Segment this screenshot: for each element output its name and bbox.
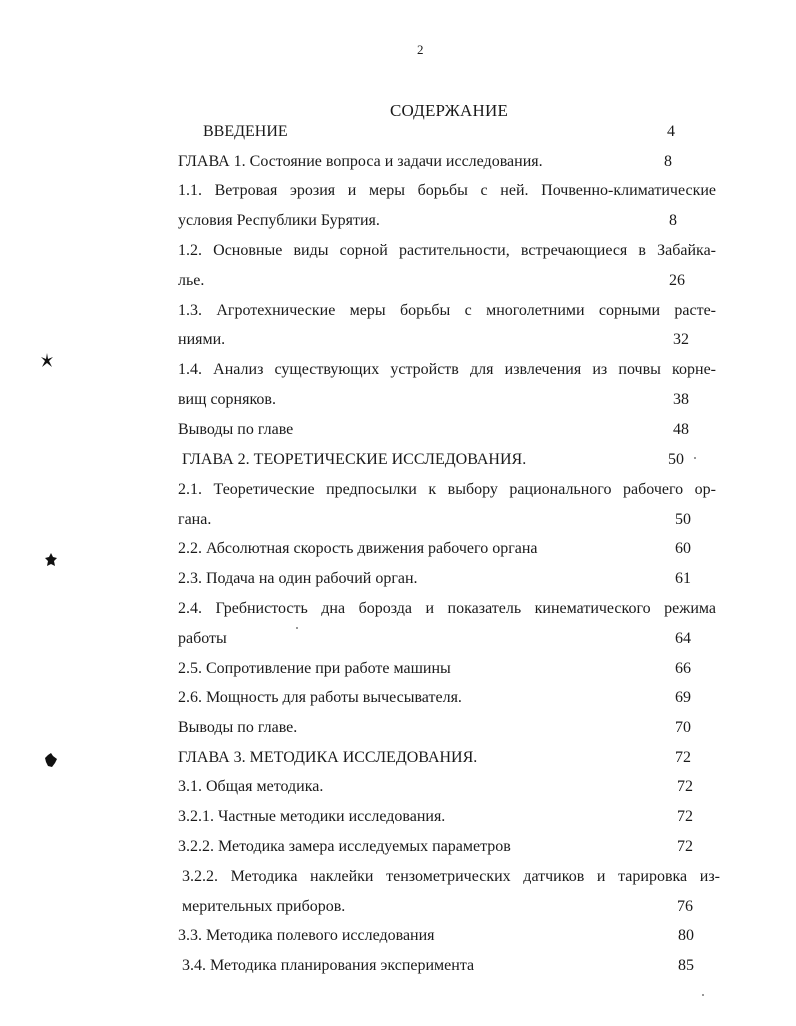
toc-entry-2-1-line1: 2.1. Теоретические предпосылки к выбору рационального рабочего ор- xyxy=(178,481,716,498)
toc-page-1-4: 38 xyxy=(673,391,689,408)
toc-page-1-2: 26 xyxy=(669,272,685,289)
toc-entry-2-3: 2.3. Подача на один рабочий орган. xyxy=(178,570,418,587)
page-title: СОДЕРЖАНИЕ xyxy=(390,101,509,120)
toc-entry-2-2: 2.2. Абсолютная скорость движения рабочего органа xyxy=(178,540,538,557)
toc-page-1-1: 8 xyxy=(669,212,677,229)
toc-entry-conclusions-2: Выводы по главе. xyxy=(178,719,298,736)
toc-entry-2-4-line1: 2.4. Гребнистость дна борозда и показатель кинематического режима xyxy=(178,600,716,617)
ink-blot-icon xyxy=(44,552,58,568)
toc-entry-ch1: ГЛАВА 1. Состояние вопроса и задачи исследования. xyxy=(178,153,543,170)
toc-entry-2-6: 2.6. Мощность для работы вычесывателя. xyxy=(178,689,462,706)
toc-entry-3-2-2b-line2: мерительных приборов. xyxy=(182,898,346,915)
toc-page-2-1: 50 xyxy=(675,511,691,528)
toc-page-2-6: 69 xyxy=(675,689,691,706)
toc-page-3-2-1: 72 xyxy=(677,808,693,825)
toc-entry-1-3-line1: 1.3. Агротехнические меры борьбы с многолетними сорными расте- xyxy=(178,302,716,319)
toc-entry-3-4: 3.4. Методика планирования эксперимента xyxy=(182,957,475,974)
toc-page-3-4: 85 xyxy=(678,957,694,974)
toc-entry-1-4-line1: 1.4. Анализ существующих устройств для извлечения из почвы корне- xyxy=(178,361,716,378)
toc-page-conclusions-2: 70 xyxy=(675,719,691,736)
toc-entry-3-3: 3.3. Методика полевого исследования xyxy=(178,927,435,944)
ink-blot-icon xyxy=(44,752,58,768)
toc-entry-conclusions-1: Выводы по главе xyxy=(178,421,294,438)
toc-entry-3-2-2: 3.2.2. Методика замера исследуемых параметров xyxy=(178,838,511,855)
toc-page-conclusions-1: 48 xyxy=(673,421,689,438)
toc-entry-ch2: ГЛАВА 2. ТЕОРЕТИЧЕСКИЕ ИССЛЕДОВАНИЯ. xyxy=(182,451,527,468)
toc-entry-1-4-line2: вищ сорняков. xyxy=(178,391,276,408)
asterisk-mark-icon xyxy=(40,352,54,368)
toc-page-1-3: 32 xyxy=(673,331,689,348)
toc-entry-3-2-1: 3.2.1. Частные методики исследования. xyxy=(178,808,446,825)
toc-entry-1-1-line2: условия Республики Бурятия. xyxy=(178,212,380,229)
toc-entry-1-2-line1: 1.2. Основные виды сорной растительности, встречающиеся в Забайка- xyxy=(178,242,716,259)
toc-page-3-3: 80 xyxy=(678,927,694,944)
toc-page-3-1: 72 xyxy=(677,778,693,795)
toc-entry-3-1: 3.1. Общая методика. xyxy=(178,778,324,795)
toc-page-3-2-2b: 76 xyxy=(677,898,693,915)
toc-page-2-4: 64 xyxy=(675,630,691,647)
toc-entry-3-2-2b-line1: 3.2.2. Методика наклейки тензометрических датчиков и тарировка из- xyxy=(182,868,720,885)
toc-page-2-2: 60 xyxy=(675,540,691,557)
toc-entry-1-1-line1: 1.1. Ветровая эрозия и меры борьбы с ней. Почвенно-климатические xyxy=(178,182,716,199)
toc-entry-2-1-line2: гана. xyxy=(178,511,212,528)
scan-speck xyxy=(702,994,704,996)
toc-page-ch2: 50 xyxy=(668,451,684,468)
page-number: 2 xyxy=(417,42,424,57)
toc-page-ch1: 8 xyxy=(664,153,672,170)
toc-entry-1-3-line2: ниями. xyxy=(178,331,226,348)
toc-page-3-2-2: 72 xyxy=(677,838,693,855)
toc-page-2-5: 66 xyxy=(675,660,691,677)
toc-entry-2-5: 2.5. Сопротивление при работе машины xyxy=(178,660,451,677)
toc-entry-intro: ВВЕДЕНИЕ xyxy=(203,123,288,140)
toc-page-ch3: 72 xyxy=(675,749,691,766)
scan-speck xyxy=(694,457,696,459)
toc-entry-ch3: ГЛАВА 3. МЕТОДИКА ИССЛЕДОВАНИЯ. xyxy=(178,749,478,766)
toc-entry-2-4-line2: работы xyxy=(178,630,227,647)
toc-page-2-3: 61 xyxy=(675,570,691,587)
toc-entry-1-2-line2: лье. xyxy=(178,272,205,289)
toc-page-intro: 4 xyxy=(667,123,675,140)
scan-speck xyxy=(296,627,298,629)
